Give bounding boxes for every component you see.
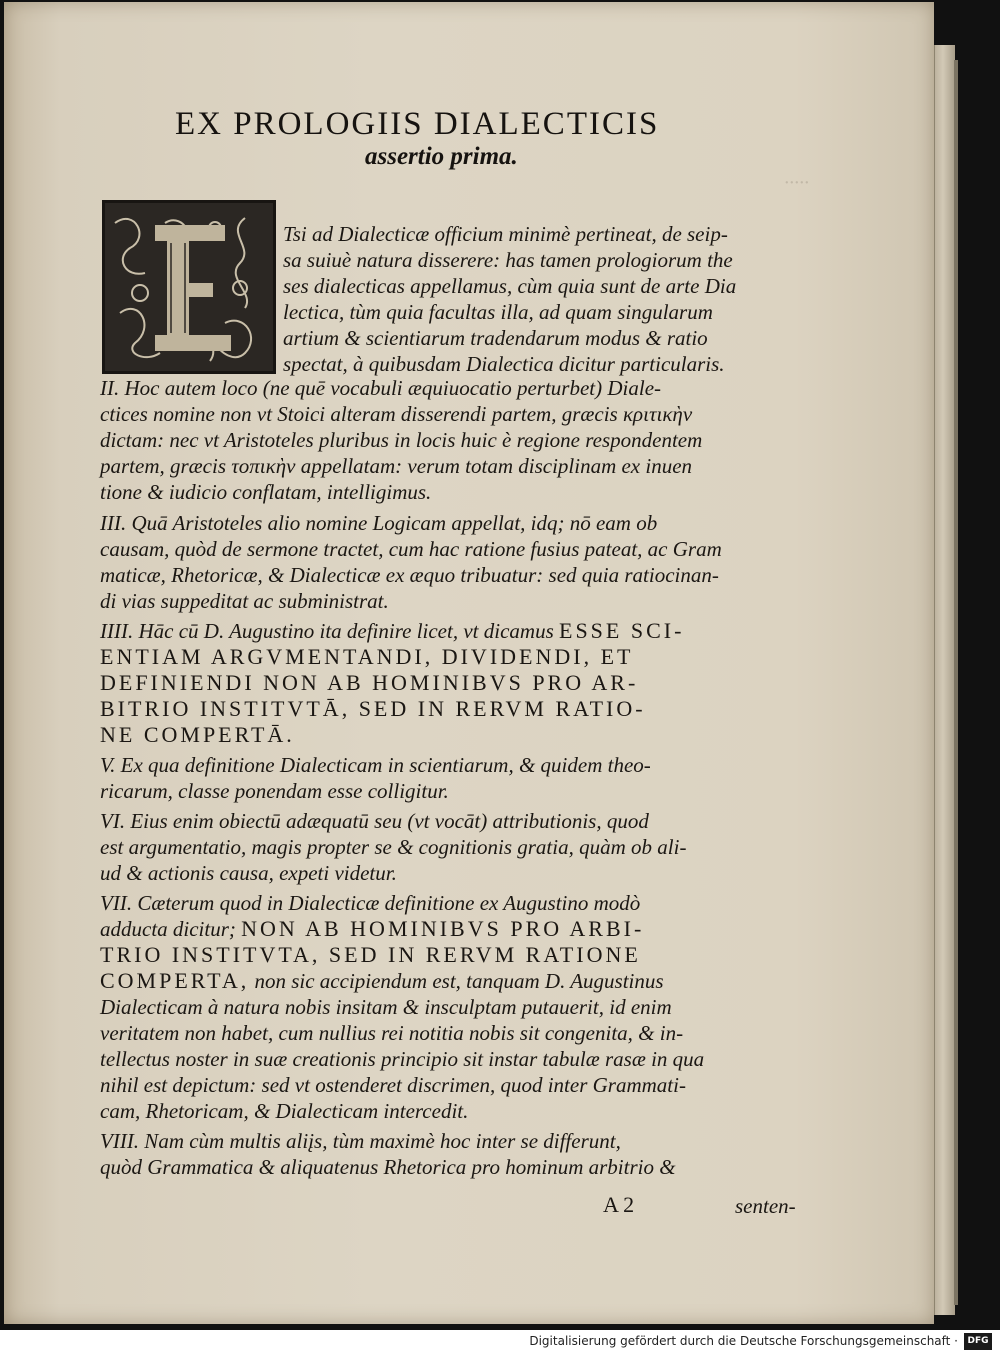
page-edge-shadow [954, 60, 958, 1305]
text-line: ricarum, classe ponendam esse colligitur. [100, 779, 449, 803]
text-line: DEFINIENDI NON AB HOMINIBVS PRO AR- [100, 670, 639, 695]
text-line: tione & iudicio conflatam, intelligimus. [100, 480, 432, 504]
text-line: est argumentatio, magis propter se & cognitionis gratia, quàm ob ali- [100, 835, 687, 859]
credit-bar [0, 1330, 1000, 1354]
bleed-through-text: ····· [784, 172, 809, 194]
page-edge-stack [934, 45, 955, 1315]
text-line: V. Ex qua definitione Dialecticam in scientiarum, & quidem theo- [100, 753, 651, 777]
text-line: ctices nomine non vt Stoici alteram disserendi partem, græcis κριτικὴν [100, 402, 693, 426]
text-line: II. Hoc autem loco (ne quē vocabuli æquiuocatio perturbet) Diale- [100, 376, 662, 400]
text-line: ses dialecticas appellamus, cùm quia sunt de arte Dia [283, 274, 737, 298]
page-title: EX PROLOGIIS DIALECTICIS [175, 106, 660, 142]
text-line: VII. Cæterum quod in Dialecticæ definitione ex Augustino modò [100, 891, 641, 915]
dfg-logo[interactable]: DFG [964, 1333, 992, 1350]
page-subtitle: assertio prima. [365, 143, 518, 170]
text-line: Dialecticam à natura nobis insitam & insculptam putauerit, id enim [100, 995, 672, 1019]
text-line: di vias suppeditat ac subministrat. [100, 589, 389, 613]
text-line: lectica, tùm quia facultas illa, ad quam singularum [283, 300, 713, 324]
catchword: senten- [735, 1194, 796, 1218]
text-line: maticæ, Rhetoricæ, & Dialecticæ ex æquo tribuatur: sed quia ratiocinan- [100, 563, 719, 587]
text-line: VIII. Nam cùm multis aliįs, tùm maximè hoc inter se differunt, [100, 1129, 621, 1153]
text-line: VI. Eius enim obiectū adæquatū seu (vt vocāt) attributionis, quod [100, 809, 649, 833]
text-line: Tsi ad Dialecticæ officium minimè pertineat, de seip- [283, 222, 728, 246]
text-line: dictam: nec vt Aristoteles pluribus in locis huic è regione respondentem [100, 428, 703, 452]
text-line: sa suiuè natura disserere: has tamen prologiorum the [283, 248, 733, 272]
text-line: COMPERTA, non sic accipiendum est, tanquam D. Augustinus [100, 968, 664, 993]
text-line: III. Quā Aristoteles alio nomine Logicam appellat, idq; nō eam ob [100, 511, 658, 535]
text-line: cam, Rhetoricam, & Dialecticam intercedit. [100, 1099, 469, 1123]
text-line: adducta dicitur; NON AB HOMINIBVS PRO ARBI- [100, 916, 645, 941]
text-line: tellectus noster in suæ creationis principio sit instar tabulæ rasæ in qua [100, 1047, 705, 1071]
ornament-foliage-icon [105, 203, 273, 371]
text-line: causam, quòd de sermone tractet, cum hac ratione fusius pateat, ac Gram [100, 537, 722, 561]
text-line: ENTIAM ARGVMENTANDI, DIVIDENDI, ET [100, 644, 634, 669]
text-line: NE COMPERTĀ. [100, 722, 295, 747]
text-line: artium & scientiarum tradendarum modus & ratio [283, 326, 708, 350]
funding-credit: Digitalisierung gefördert durch die Deutsche Forschungsgemeinschaft · [529, 1334, 958, 1348]
text-line: veritatem non habet, cum nullius rei notitia nobis sit congenita, & in- [100, 1021, 684, 1045]
text-line: ud & actionis causa, expeti videtur. [100, 861, 397, 885]
text-line: nihil est depictum: sed vt ostenderet discrimen, quod inter Grammati- [100, 1073, 686, 1097]
text-line: TRIO INSTITVTA, SED IN RERVM RATIONE [100, 942, 641, 967]
text-line: quòd Grammatica & aliquatenus Rhetorica pro hominum arbitrio & [100, 1155, 676, 1179]
text-line: spectat, à quibusdam Dialectica dicitur particularis. [283, 352, 725, 376]
decorated-initial-e [102, 200, 276, 374]
signature-mark: A 2 [603, 1192, 635, 1217]
text-line: IIII. Hāc cū D. Augustino ita definire licet, vt dicamus ESSE SCI- [100, 618, 685, 643]
text-line: BITRIO INSTITVTĀ, SED IN RERVM RATIO- [100, 696, 646, 721]
text-line: partem, græcis τοπικὴν appellatam: verum totam disciplinam ex inuen [100, 454, 693, 478]
